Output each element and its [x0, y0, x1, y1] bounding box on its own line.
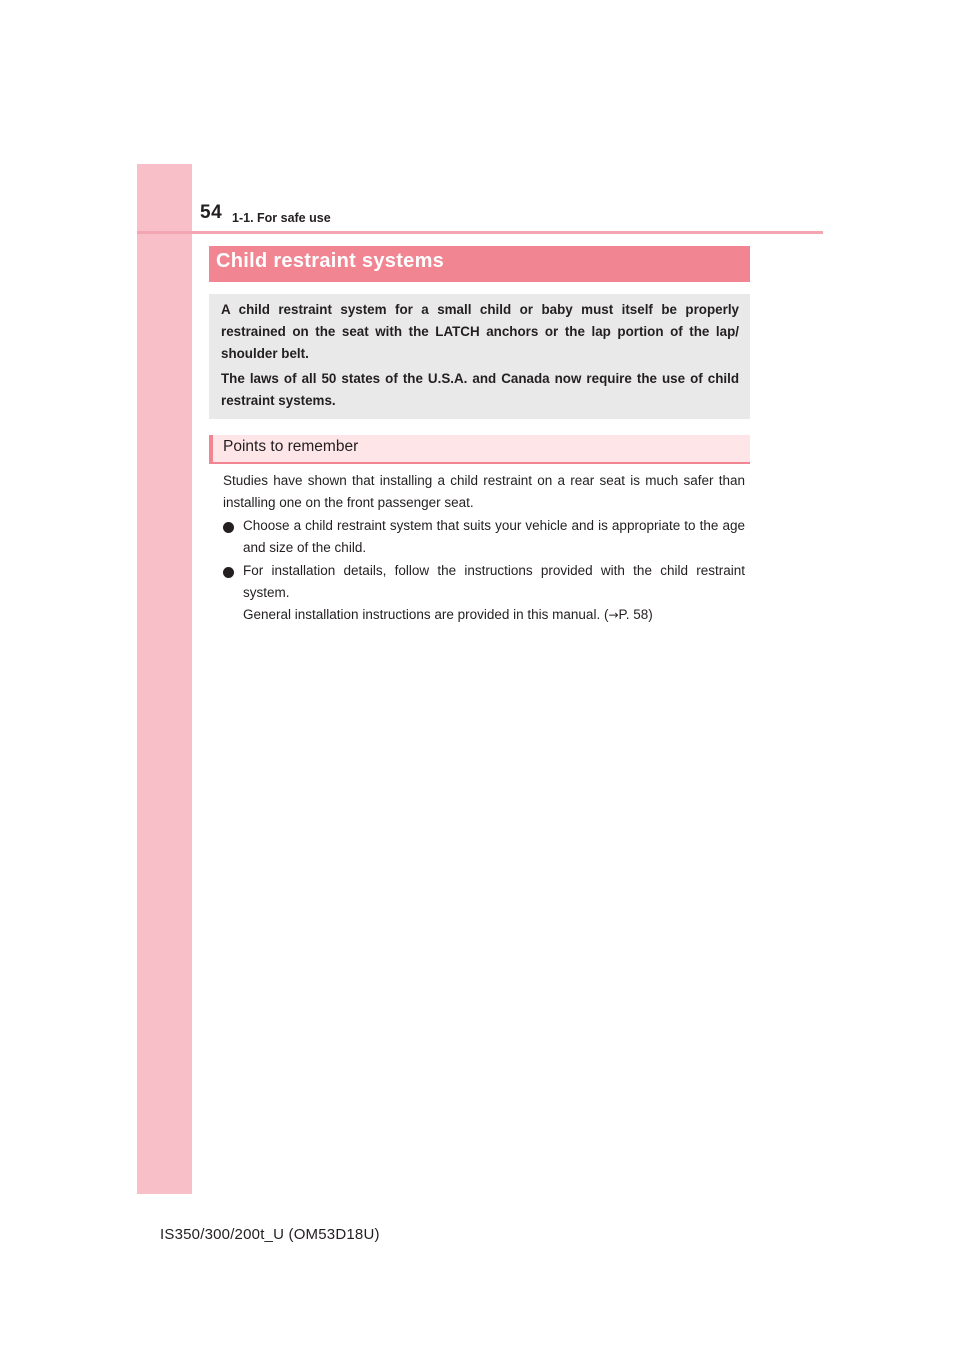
note-text: General installation instructions are provided in this manual. (	[243, 607, 609, 622]
chapter-side-tab	[137, 164, 192, 1194]
header-rule	[137, 231, 823, 234]
page-number: 54	[200, 202, 223, 223]
bullet-icon	[223, 522, 234, 533]
list-item	[223, 515, 745, 559]
intro-box	[209, 294, 750, 419]
subheading	[209, 435, 750, 464]
section-label: 1-1. For safe use	[232, 211, 331, 225]
page-title: Child restraint systems	[216, 250, 445, 272]
body-paragraph: Studies have shown that installing a child restraint on a rear seat is much safer than installing one on the front passenger seat.	[223, 473, 745, 510]
bullet-icon	[223, 567, 234, 578]
intro-paragraph: A child restraint system for a small child or baby must itself be properly restrained on the seat with the LATCH anchors or the lap portion of the lap/ shoulder belt.	[221, 302, 739, 361]
arrow-right-icon: →	[608, 608, 619, 622]
subheading-text: Points to remember	[223, 438, 359, 455]
page-reference-link[interactable]: P. 58	[618, 607, 649, 622]
list-item-text: For installation details, follow the instructions provided with the child restraint system.	[243, 563, 745, 600]
list-item	[223, 560, 745, 626]
subheading-accent-bar	[209, 435, 213, 462]
title-band	[209, 246, 750, 282]
list-item-text: Choose a child restraint system that suits your vehicle and is appropriate to the age and size of the child.	[243, 518, 745, 555]
footer-model-code: IS350/300/200t_U (OM53D18U)	[160, 1226, 380, 1243]
note-text-end: )	[648, 607, 653, 622]
intro-paragraph: The laws of all 50 states of the U.S.A. and Canada now require the use of child restraint systems.	[221, 371, 739, 408]
list-item-note	[243, 604, 745, 626]
